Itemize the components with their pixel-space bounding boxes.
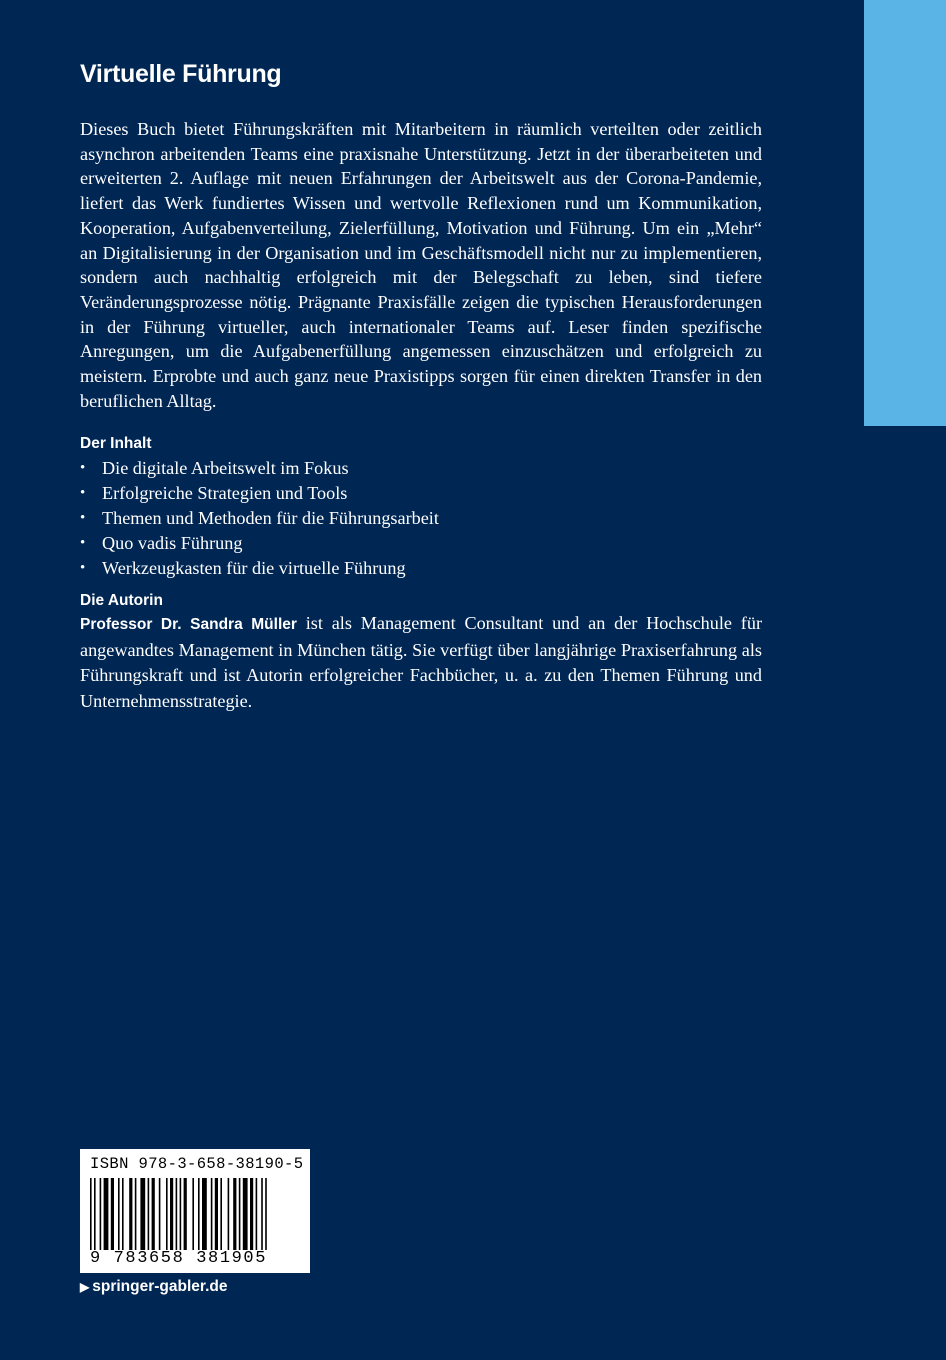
barcode-bar [250, 1178, 253, 1250]
accent-bar [864, 0, 946, 426]
barcode-bar [198, 1178, 200, 1250]
list-item: • Erfolgreiche Strategien und Tools [80, 481, 762, 506]
book-title: Virtuelle Führung [80, 60, 282, 88]
author-bio-text: ist als Management Consultant und an der Hochschule für angewandtes Management in München tätig. Sie verfügt über langjährige Praxiserfahrung als Führungskraft und ist Autorin erfolgreicher Fachbücher, u. a. zu den Themen Führung und Unternehmensstrategie. [80, 613, 762, 711]
contents-heading: Der Inhalt [80, 435, 152, 453]
barcode-bar [192, 1178, 194, 1250]
ean-digits: 9 783658 381905 [90, 1249, 268, 1268]
barcode-bar [220, 1178, 222, 1250]
barcode-bar [148, 1178, 150, 1250]
author-heading: Die Autorin [80, 592, 163, 610]
barcode-bar [256, 1178, 258, 1250]
barcode-bar [122, 1178, 124, 1250]
barcode-bar [233, 1178, 236, 1250]
barcode-bar [184, 1178, 187, 1250]
publisher-url-text: springer-gabler.de [92, 1278, 228, 1295]
barcode-bar [215, 1178, 218, 1250]
barcode-bar [111, 1178, 114, 1250]
author-bio [80, 611, 762, 714]
list-item: • Quo vadis Führung [80, 531, 762, 556]
barcode-bar [94, 1178, 96, 1250]
play-arrow-icon: ▶ [80, 1280, 90, 1294]
barcode-bar [152, 1178, 155, 1250]
back-cover-content [80, 60, 762, 714]
barcode-bar [261, 1178, 263, 1250]
book-description: Dieses Buch bietet Führungskräften mit Mitarbeitern in räumlich verteilten oder zeitlich asynchron arbeitenden Teams eine praxisnahe Unterstützung. Jetzt in der überarbeiteten und erweiterten 2. Auflage mit neuen Erfahrungen der Arbeitswelt aus der Corona-Pandemie, liefert das Werk fundiertes Wissen und wertvolle Reflexionen rund um Kommunikation, Kooperation, Aufgabenverteilung, Zielerfüllung, Motivation und Führung. Um ein „Mehr“ an Digitalisierung in der Organisation und im Geschäftsmodell nicht nur zu implementieren, sondern auch nachhaltig erfolgreich mit der Belegschaft zu leben, sind tiefere Veränderungsprozesse nötig. Prägnante Praxisfälle zeigen die typischen Herausforderungen in der Führung virtueller, auch internationaler Teams auf. Leser finden spezifische Anregungen, um die Aufgabenerfüllung angemessen einzuschätzen und erfolgreich zu meistern. Erprobte und auch ganz neue Praxistipps sorgen für einen direkten Transfer in den beruflichen Alltag. [80, 119, 762, 411]
barcode-bar [239, 1178, 241, 1250]
barcode-bar [166, 1178, 168, 1250]
isbn-barcode [80, 1149, 310, 1273]
barcode-bar [202, 1178, 207, 1250]
barcode-bar [180, 1178, 182, 1250]
barcode-bar [104, 1178, 109, 1250]
contents-list [80, 456, 762, 581]
publisher-url[interactable] [80, 1278, 227, 1296]
barcode-bar [243, 1178, 248, 1250]
isbn-text: ISBN 978-3-658-38190-5 [90, 1155, 304, 1173]
barcode-bar [211, 1178, 213, 1250]
barcode-bar [140, 1178, 145, 1250]
barcode-bars [90, 1178, 302, 1250]
list-item: • Werkzeugkasten für die virtuelle Führung [80, 556, 762, 581]
barcode-bar [135, 1178, 137, 1250]
barcode-bar [118, 1178, 120, 1250]
barcode-bar [129, 1178, 132, 1250]
barcode-bar [170, 1178, 173, 1250]
barcode-bar [100, 1178, 102, 1250]
list-item: • Die digitale Arbeitswelt im Fokus [80, 456, 762, 481]
author-name: Professor Dr. Sandra Müller [80, 616, 297, 634]
barcode-bar [265, 1178, 267, 1250]
barcode-bar [90, 1178, 92, 1250]
barcode-bar [159, 1178, 161, 1250]
barcode-bar [228, 1178, 230, 1250]
list-item: • Themen und Methoden für die Führungsarbeit [80, 506, 762, 531]
barcode-bar [176, 1178, 178, 1250]
